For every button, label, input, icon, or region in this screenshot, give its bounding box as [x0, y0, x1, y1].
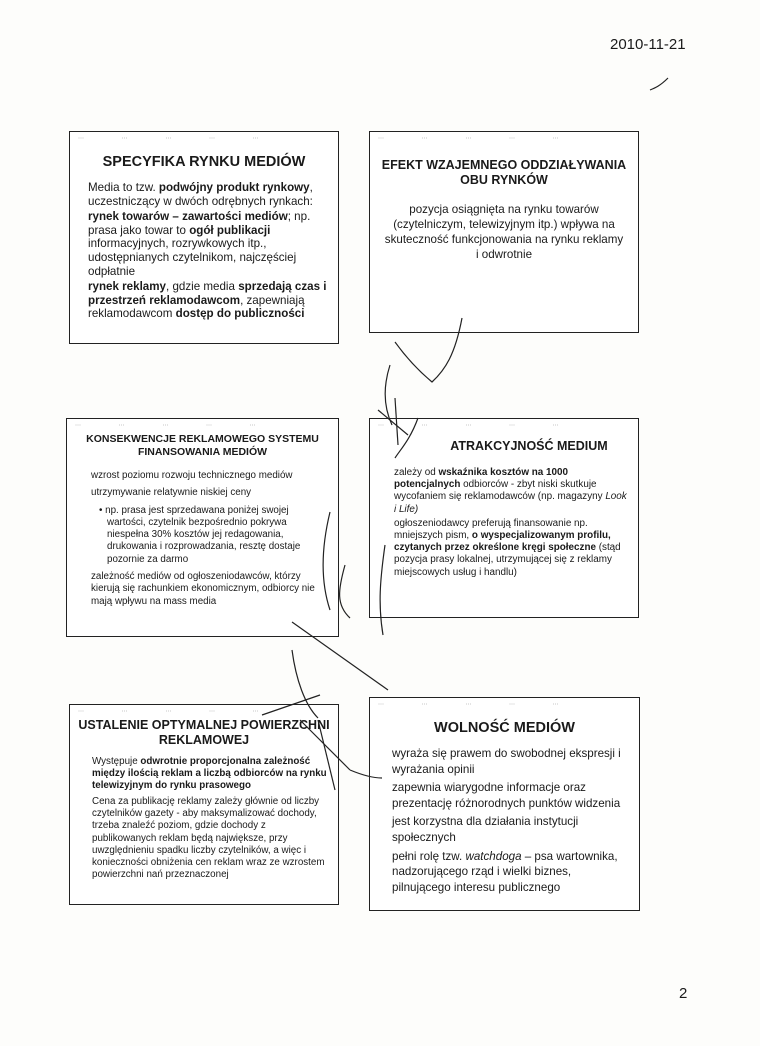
- slide-medium-attractiveness: [369, 418, 639, 618]
- slide-paragraph: rynek towarów – zawartości mediów; np. prasa jako towar to ogół publikacji informacyjnych, rozrywkowych itp., udostępnianych czytelnikom, najczęściej odpłatnie: [88, 210, 311, 278]
- slide-body: [91, 470, 330, 613]
- slide-header-decoration: ⋯ ⋯ ⋯ ⋯ ⋯: [378, 423, 577, 429]
- slide-paragraph: jest korzystna dla działania instytucji społecznych: [392, 815, 579, 844]
- slide-paragraph: zależy od wskaźnika kosztów na 1000 potencjalnych odbiorców - zbyt niski skutkuje wycofaniem się reklamodawców (np. magazyny Look i Life): [394, 467, 627, 515]
- slide-bullet: • np. prasa jest sprzedawana poniżej swojej wartości, czytelnik bezpośrednio pokrywa niespełna 30% kosztów jej redagowania, drukowania i rozprowadzania, resztę dostaje pozornie za darmo: [99, 504, 301, 565]
- slide-body: [88, 181, 328, 323]
- slide-title: USTALENIE OPTYMALNEJ POWIERZCHNI REKLAMOWEJ: [78, 718, 330, 747]
- slide-paragraph: pełni rolę tzw. watchdoga – psa wartownika, nadzorującego rząd i wielki biznes, pilnującego interesu publicznego: [392, 849, 618, 894]
- slide-body: [92, 756, 332, 885]
- slide-media-freedom: [369, 697, 640, 911]
- slide-title: ATRAKCYJNOŚĆ MEDIUM: [450, 439, 608, 453]
- slide-header-decoration: ⋯ ⋯ ⋯ ⋯ ⋯: [78, 709, 277, 715]
- slide-mutual-effect: [369, 131, 639, 333]
- slide-title: WOLNOŚĆ MEDIÓW: [434, 720, 575, 736]
- slide-optimal-ad-space: [69, 704, 339, 905]
- slide-header-decoration: ⋯ ⋯ ⋯ ⋯ ⋯: [78, 136, 277, 142]
- slide-body: [384, 202, 624, 262]
- slide-paragraph: ogłoszeniodawcy preferują finansowanie np. mniejszych pism, o wyspecjalizowanym profilu, czytanych przez określone kręgi społeczne (stąd pozycja prasy lokalnej, utrzymującej się z reklamy miejscowych usług i handlu): [394, 517, 621, 578]
- slide-market-specifics: [69, 131, 339, 344]
- page-number: 2: [679, 985, 688, 1002]
- slide-paragraph: zależność mediów od ogłoszeniodawców, którzy kierują się rachunkiem ekonomicznym, odbiorcy nie mają wpływu na mass media: [91, 571, 315, 607]
- slide-paragraph: pozycja osiągnięta na rynku towarów (czytelniczym, telewizyjnym itp.) wpływa na skuteczność funkcjonowania na rynku reklamy i odwrotnie: [384, 203, 624, 261]
- annotation-stroke: [385, 365, 392, 425]
- document-date: 2010-11-21: [610, 36, 686, 53]
- slide-title: SPECYFIKA RYNKU MEDIÓW: [102, 154, 306, 170]
- slide-title: KONSEKWENCJE REKLAMOWEGO SYSTEMU FINANSOWANIA MEDIÓW: [86, 433, 319, 458]
- slide-header-decoration: ⋯ ⋯ ⋯ ⋯ ⋯: [75, 423, 274, 429]
- slide-body: [392, 746, 629, 898]
- annotation-stroke: [650, 78, 668, 90]
- slide-paragraph: utrzymywanie relatywnie niskiej ceny: [91, 487, 252, 499]
- slide-header-decoration: ⋯ ⋯ ⋯ ⋯ ⋯: [378, 702, 577, 708]
- slide-paragraph: wzrost poziomu rozwoju technicznego mediów: [91, 470, 293, 481]
- annotation-stroke: [340, 565, 350, 618]
- slide-paragraph: rynek reklamy, gdzie media sprzedają czas i przestrzeń reklamodawcom, zapewniają reklamodawcom dostęp do publiczności: [88, 280, 327, 321]
- slide-paragraph: Występuje odwrotnie proporcjonalna zależność między ilością reklam a liczbą odbiorców na rynku telewizyjnym do rynku prasowego: [92, 756, 327, 792]
- slide-paragraph: zapewnia wiarygodne informacje oraz prezentację różnorodnych punktów widzenia: [392, 781, 621, 810]
- slide-paragraph: Media to tzw. podwójny produkt rynkowy, uczestniczący w dwóch odrębnych rynkach:: [88, 181, 313, 208]
- slide-body: [394, 467, 628, 581]
- slide-header-decoration: ⋯ ⋯ ⋯ ⋯ ⋯: [378, 136, 577, 142]
- slide-title: EFEKT WZAJEMNEGO ODDZIAŁYWANIA OBU RYNKÓW: [381, 158, 627, 187]
- slide-paragraph: wyraża się prawem do swobodnej ekspresji i wyrażania opinii: [392, 747, 621, 776]
- slide-paragraph: Cena za publikację reklamy zależy głównie od liczby czytelników gazety - aby maksymalizować dochody, trzeba znaleźć poziom, gdzie dochody z publikowanych reklam będą największe, przy uwzględnieniu spadku liczby czytelników, a więc i konieczności obniżenia cen reklam wraz ze wzrostem powierzchni nań przeznaczonej: [92, 796, 325, 880]
- slide-advertising-consequences: [66, 418, 339, 637]
